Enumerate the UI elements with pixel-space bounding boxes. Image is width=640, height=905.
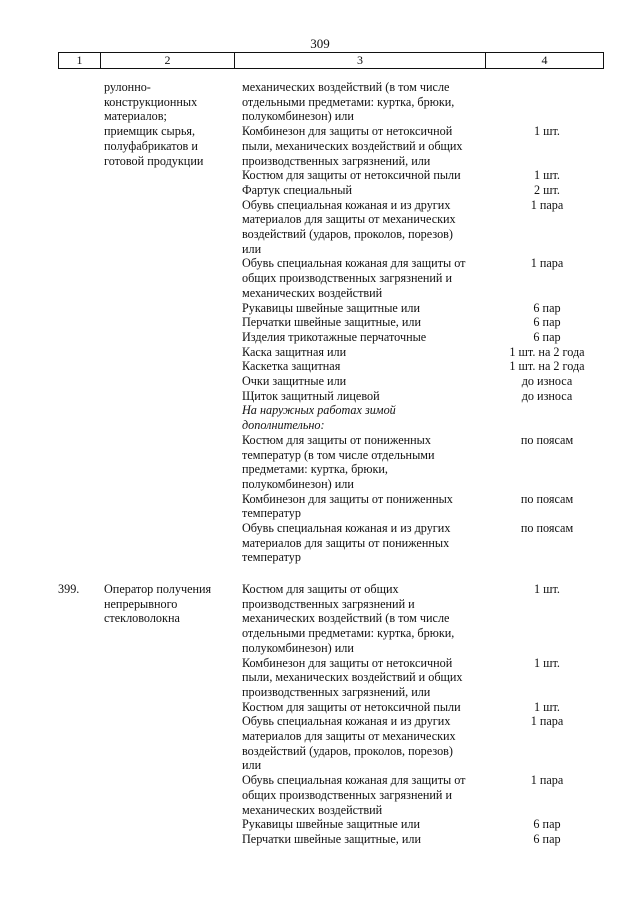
ppe-item-line: Костюм для защиты от нетоксичной пыли (242, 168, 461, 183)
profession-name (104, 80, 236, 168)
ppe-item (242, 700, 492, 715)
ppe-item (242, 817, 492, 832)
ppe-item-line: Рукавицы швейные защитные или (242, 300, 420, 315)
ppe-item-line: или (242, 758, 262, 773)
ppe-item (242, 345, 492, 360)
ppe-item-line: Рукавицы швейные защитные или (242, 817, 420, 832)
issue-norm: 1 пара (530, 256, 564, 271)
ppe-item (242, 773, 492, 817)
ppe-item (242, 389, 492, 404)
ppe-item-line: материалов для защиты от механических (242, 729, 456, 743)
row-number: 399. (58, 582, 80, 596)
ppe-item-line: Комбинезон для защиты от нетоксичной (242, 655, 453, 670)
ppe-item-line: Перчатки швейные защитные, или (242, 831, 422, 846)
header-col-4: 4 (541, 53, 548, 67)
ppe-item (242, 301, 492, 316)
ppe-item-line: полукомбинезон) или (242, 640, 354, 655)
issue-norm: 1 шт. на 2 года (509, 344, 585, 359)
ppe-item-line: температур (242, 550, 301, 565)
ppe-item-line: отдельными предметами: куртка, брюки, (242, 626, 455, 641)
ppe-item-line: Костюм для защиты от общих (242, 582, 399, 596)
issue-norm: 1 шт. (534, 582, 560, 596)
ppe-item (242, 330, 492, 345)
issue-norm: 1 шт. (534, 168, 560, 183)
header-col-1: 1 (59, 53, 101, 68)
ppe-item (242, 374, 492, 389)
ppe-item (242, 521, 492, 565)
ppe-item-line: дополнительно: (242, 418, 325, 433)
issue-norm: 6 пар (533, 315, 561, 330)
ppe-item-line: механических воздействий (242, 802, 383, 817)
header-col-2: 2 (101, 53, 235, 68)
issue-norm: 1 шт. (534, 699, 560, 714)
ppe-item-line: производственных загрязнений, или (242, 684, 431, 699)
issue-norm: до износа (521, 374, 573, 388)
ppe-item-line: Перчатки швейные защитные, или (242, 315, 422, 330)
ppe-item-line: полукомбинезон) или (242, 109, 354, 124)
ppe-item-line: производственных загрязнений, или (242, 153, 431, 168)
ppe-item (242, 168, 492, 183)
ppe-item (242, 656, 492, 700)
profession-line: материалов; (104, 109, 167, 124)
profession-name (104, 582, 236, 626)
ppe-item-line: Обувь специальная кожаная для защиты от (242, 256, 466, 271)
ppe-item (242, 403, 492, 432)
ppe-item-line: Костюм для защиты от пониженных (242, 432, 431, 447)
issue-norm: по поясам (520, 521, 574, 535)
ppe-item-line: Щиток защитный лицевой (242, 388, 380, 403)
profession-line: непрерывного (104, 596, 178, 611)
profession-line: Оператор получения (104, 582, 212, 596)
issue-norm: 6 пар (533, 329, 561, 344)
table-header (58, 52, 604, 69)
ppe-item (242, 359, 492, 374)
ppe-item-line: Костюм для защиты от нетоксичной пыли (242, 699, 461, 714)
ppe-item-line: Обувь специальная кожаная и из других (242, 714, 451, 729)
ppe-item-line: воздействий (ударов, проколов, порезов) (242, 227, 453, 241)
issue-norm: 6 пар (533, 300, 561, 315)
ppe-item-line: Обувь специальная кожаная для защиты от (242, 773, 466, 788)
page-number: 309 (310, 36, 330, 51)
ppe-item (242, 433, 492, 492)
ppe-item-line: общих производственных загрязнений и (242, 787, 453, 802)
ppe-item-line: Обувь специальная кожаная и из других (242, 521, 451, 535)
ppe-item-line: материалов для защиты от механических (242, 212, 456, 227)
ppe-item-line: Очки защитные или (242, 374, 347, 388)
ppe-item-line: Каскетка защитная (242, 359, 341, 374)
issue-norm: по поясам (520, 432, 574, 447)
profession-line: приемщик сырья, (104, 124, 196, 139)
ppe-item-line: Комбинезон для защиты от нетоксичной (242, 124, 453, 139)
issue-norm: 1 пара (530, 714, 564, 729)
ppe-item-line: механических воздействий (242, 285, 383, 300)
ppe-item (242, 832, 492, 847)
ppe-item-line: Обувь специальная кожаная и из других (242, 197, 451, 212)
profession-line: готовой продукции (104, 153, 204, 168)
ppe-item (242, 256, 492, 300)
ppe-item-line: температур (в том числе отдельными (242, 447, 435, 462)
ppe-item-line: Фартук специальный (242, 182, 352, 197)
issue-norm: 1 пара (530, 773, 564, 788)
ppe-item-line: Изделия трикотажные перчаточные (242, 329, 427, 344)
ppe-item-line: воздействий (ударов, проколов, порезов) (242, 743, 453, 758)
profession-line: конструкционных (104, 94, 198, 109)
ppe-item (242, 198, 492, 257)
ppe-item (242, 80, 492, 124)
ppe-item (242, 714, 492, 773)
ppe-item-line: На наружных работах зимой (242, 403, 396, 418)
issue-norm: 1 шт. (534, 655, 560, 670)
ppe-item-line: пыли, механических воздействий и общих (242, 670, 463, 685)
issue-norm: по поясам (520, 491, 574, 506)
ppe-item-line: материалов для защиты от пониженных (242, 535, 450, 550)
ppe-item (242, 492, 492, 521)
ppe-item (242, 124, 492, 168)
ppe-item-line: общих производственных загрязнений и (242, 271, 453, 286)
ppe-item-line: производственных загрязнений и (242, 596, 415, 611)
ppe-item (242, 315, 492, 330)
issue-norm: 1 пара (530, 197, 564, 212)
ppe-item-line: полукомбинезон) или (242, 476, 354, 491)
header-col-3: 3 (235, 53, 486, 68)
ppe-item-line: пыли, механических воздействий и общих (242, 138, 463, 153)
issue-norm: 6 пар (533, 817, 561, 832)
profession-line: рулонно- (104, 80, 151, 94)
ppe-item-line: температур (242, 506, 301, 521)
issue-norm: до износа (521, 388, 573, 403)
issue-norm: 6 пар (533, 831, 561, 846)
ppe-item (242, 183, 492, 198)
ppe-item (242, 582, 492, 656)
profession-line: полуфабрикатов и (104, 138, 198, 153)
profession-line: стекловолокна (104, 611, 180, 626)
ppe-item-line: механических воздействий (в том числе (242, 80, 450, 94)
ppe-item-line: механических воздействий (в том числе (242, 611, 450, 626)
issue-norm: 1 шт. (534, 124, 560, 139)
ppe-item-line: или (242, 241, 262, 256)
ppe-item-line: Каска защитная или (242, 344, 347, 359)
issue-norm: 2 шт. (534, 182, 560, 197)
issue-norm: 1 шт. на 2 года (509, 359, 585, 374)
ppe-item-line: отдельными предметами: куртка, брюки, (242, 94, 455, 109)
ppe-item-line: предметами: куртка, брюки, (242, 462, 388, 477)
ppe-item-line: Комбинезон для защиты от пониженных (242, 491, 453, 506)
